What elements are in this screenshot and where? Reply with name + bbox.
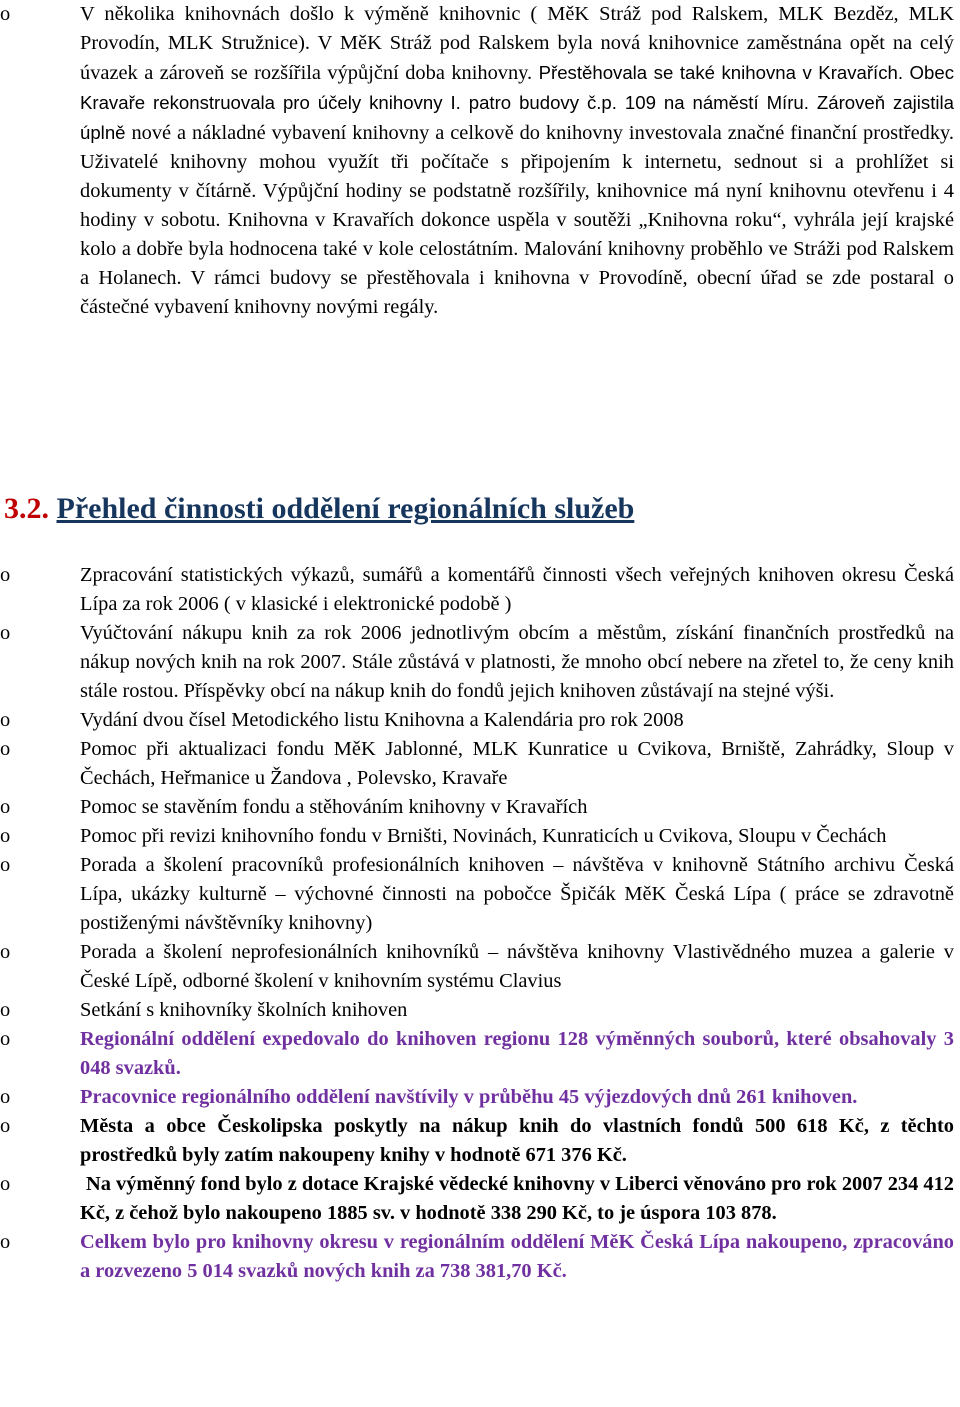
activity-list	[0, 561, 960, 1286]
bullet-marker: o	[0, 854, 11, 876]
list-item-bold	[0, 1170, 960, 1228]
list-item	[0, 851, 960, 938]
list-item-bold	[0, 1112, 960, 1170]
bullet-marker: o	[0, 1231, 11, 1253]
list-item-text: Setkání s knihovníky školních knihoven	[80, 999, 408, 1021]
list-item-highlight	[0, 1083, 960, 1112]
list-item	[0, 996, 960, 1025]
list-item	[0, 561, 960, 619]
list-item-text: Celkem bylo pro knihovny okresu v regionálním oddělení MěK Česká Lípa nakoupeno, zpracováno a rozvezeno 5 014 svazků nových knih za 738 381,70 Kč.	[80, 1231, 954, 1282]
list-item-text: Regionální oddělení expedovalo do knihoven regionu 128 výměnných souborů, které obsahovaly 3 048 svazků.	[80, 1028, 954, 1079]
bullet-marker: o	[0, 738, 11, 760]
section-number: 3.2.	[4, 492, 49, 525]
list-item	[0, 938, 960, 996]
intro-sentence-4: Uživatelé knihovny mohou využít tři počítače s připojením k internetu, sednout si a prohlížet si dokumenty v čítárně.	[80, 151, 954, 202]
bullet-marker: o	[0, 1086, 11, 1108]
section-heading	[4, 490, 634, 528]
intro-sentence-2: Přestěhovala se také knihovna v Kravařích. Obec Kravaře rekonstruovala pro účely knihovny I. patro budovy č.p. 109 na náměstí Míru. Zároveň zajistila úplně	[80, 62, 954, 143]
intro-sentence-3: nové a nákladné vybavení knihovny a celkově do knihovny investovala značné finanční prostředky.	[131, 122, 954, 144]
list-item-text: Vydání dvou čísel Metodického listu Knihovna a Kalendária pro rok 2008	[80, 709, 684, 731]
list-item-text: Pomoc při revizi knihovního fondu v Brništi, Novinách, Kunraticích u Cvikova, Sloupu v Čechách	[80, 825, 887, 847]
list-item-highlight	[0, 1025, 960, 1083]
bullet-marker: o	[0, 941, 11, 963]
list-item-text: Pracovnice regionálního oddělení navštívily v průběhu 45 výjezdových dnů 261 knihoven.	[80, 1086, 858, 1108]
bullet-marker: o	[0, 1173, 11, 1195]
intro-sentence-1: V několika knihovnách došlo k výměně knihovnic ( MěK Stráž pod Ralskem, MLK Bezděz, MLK Provodín, MLK Stružnice). V MěK Stráž pod Ralskem byla nová knihovnice zaměstnána opět na celý úvazek a zároveň se rozšířila výpůjční doba knihovny.	[80, 3, 954, 84]
bullet-marker: o	[0, 999, 11, 1021]
intro-sentence-6: Knihovna v Kravařích dokonce uspěla v soutěži „Knihovna roku“, vyhrála její krajské kolo a dobře byla hodnocena také v kole celostátním.	[80, 209, 954, 260]
bullet-marker: o	[0, 622, 11, 644]
list-item-text: Vyúčtování nákupu knih za rok 2006 jednotlivým obcím a městům, získání finančních prostředků na nákup nových knih na rok 2007. Stále zůstává v platnosti, že mnoho obcí nebere na zřetel to, že ceny knih stále rostou. Příspěvky obcí na nákup knih do fondů jejich knihoven zůstávají na stejné výši.	[80, 622, 954, 702]
list-item	[0, 706, 960, 735]
intro-sentence-7: Malování knihovny proběhlo ve Stráži pod Ralskem a Holanech.	[80, 238, 955, 289]
intro-paragraph	[0, 0, 960, 322]
bullet-marker: o	[0, 825, 11, 847]
list-item	[0, 822, 960, 851]
section-title: Přehled činnosti oddělení regionálních služeb	[56, 492, 635, 525]
list-item-text: Zpracování statistických výkazů, sumářů a komentářů činnosti všech veřejných knihoven okresu Česká Lípa za rok 2006 ( v klasické i elektronické podobě )	[80, 564, 954, 615]
list-item-text: Porada a školení pracovníků profesionálních knihoven – návštěva v knihovně Státního archivu Česká Lípa, ukázky kulturně – výchovné činnosti na pobočce Špičák MěK Česká Lípa ( práce se zdravotně postiženými návštěvníky knihovny)	[80, 854, 954, 934]
bullet-marker: o	[0, 1115, 11, 1137]
list-item-text: Pomoc se stavěním fondu a stěhováním knihovny v Kravařích	[80, 796, 588, 818]
bullet-marker: o	[0, 709, 11, 731]
bullet-marker: o	[0, 796, 11, 818]
bullet-marker: o	[0, 564, 11, 586]
list-item-highlight	[0, 1228, 960, 1286]
list-item	[0, 735, 960, 793]
bullet-marker: o	[0, 3, 11, 25]
list-item-text: Na výměnný fond bylo z dotace Krajské vědecké knihovny v Liberci věnováno pro rok 2007 234 412 Kč, z čehož bylo nakoupeno 1885 sv. v hodnotě 338 290 Kč, to je úspora 103 878.	[80, 1173, 954, 1224]
list-item-text: Pomoc při aktualizaci fondu MěK Jablonné, MLK Kunratice u Cvikova, Brniště, Zahrádky, Sloup v Čechách, Heřmanice u Žandova , Polevsko, Kravaře	[80, 738, 954, 789]
intro-sentence-5: Výpůjční hodiny se podstatně rozšířily, knihovnice má nyní knihovnu otevřenu i 4 hodiny v sobotu.	[80, 180, 955, 231]
intro-sentence-8: V rámci budovy se přestěhovala i knihovna v Provodíně, obecní úřad se zde postaral o částečné vybavení knihovny novými regály.	[80, 267, 954, 318]
list-item-text: Města a obce Českolipska poskytly na nákup knih do vlastních fondů 500 618 Kč, z těchto prostředků byly zatím nakoupeny knihy v hodnotě 671 376 Kč.	[80, 1115, 954, 1166]
list-item	[0, 793, 960, 822]
list-item-text: Porada a školení neprofesionálních knihovníků – návštěva knihovny Vlastivědného muzea a galerie v České Lípě, odborné školení v knihovním systému Clavius	[80, 941, 954, 992]
list-item	[0, 619, 960, 706]
bullet-marker: o	[0, 1028, 11, 1050]
